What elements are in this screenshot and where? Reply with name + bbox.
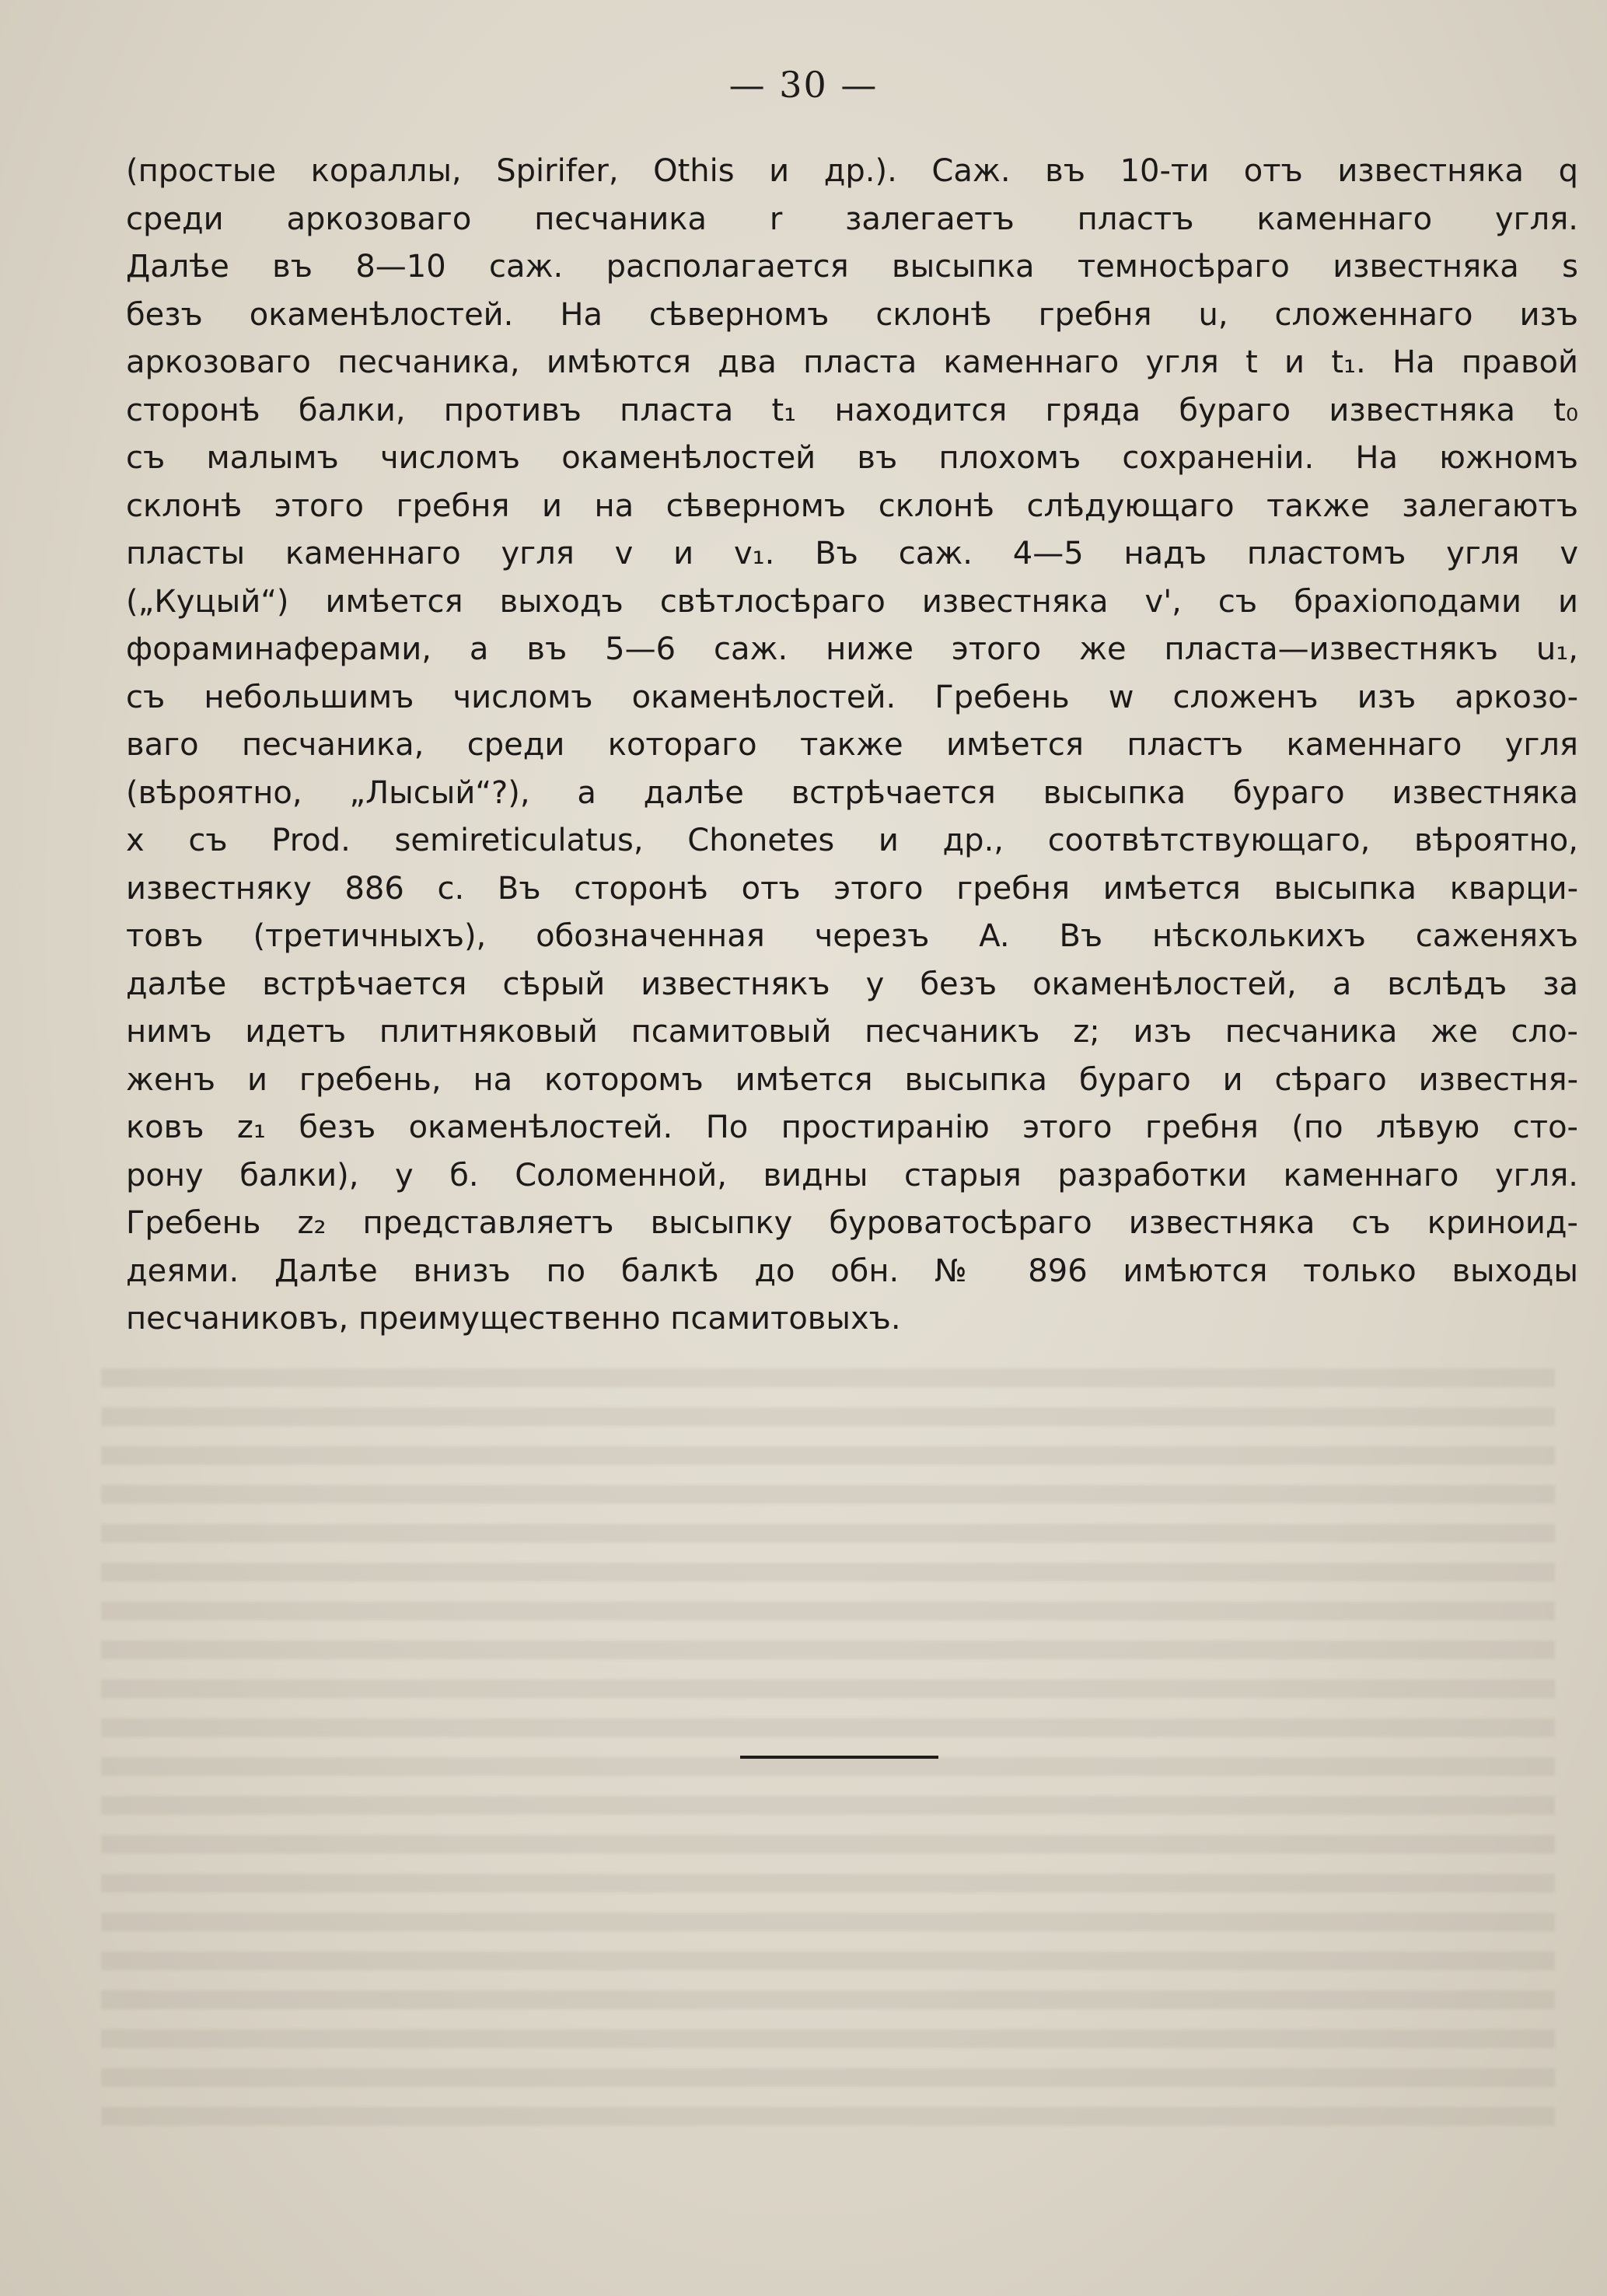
text-line: женъ и гребень, на которомъ имѣется высыпка бураго и сѣраго известня- (126, 1061, 1578, 1098)
text-line: склонѣ этого гребня и на сѣверномъ склонѣ слѣдующаго также залегаютъ (126, 488, 1578, 524)
text-line: аркозоваго песчаника, имѣются два пласта каменнаго угля t и t₁. На правой (126, 344, 1578, 380)
text-line: ваго песчаника, среди котораго также имѣется пластъ каменнаго угля (126, 727, 1578, 763)
text-line: съ небольшимъ числомъ окаменѣлостей. Гребень w сложенъ изъ аркозо- (126, 679, 1578, 715)
text-line: товъ (третичныхъ), обозначенная черезъ A. Въ нѣсколькихъ саженяхъ (126, 918, 1578, 954)
text-line: сторонѣ балки, противъ пласта t₁ находится гряда бураго известняка t₀ (126, 392, 1578, 428)
text-line: пласты каменнаго угля v и v₁. Въ саж. 4—5 надъ пластомъ угля v (126, 536, 1578, 571)
text-line: съ малымъ числомъ окаменѣлостей въ плохомъ сохраненіи. На южномъ (126, 440, 1578, 476)
text-line: нимъ идетъ плитняковый псамитовый песчаникъ z; изъ песчаника же сло- (126, 1014, 1578, 1050)
text-line: Гребень z₂ представляетъ высыпку буроватосѣраго известняка съ криноид- (126, 1205, 1578, 1241)
body-text (126, 148, 1578, 1344)
text-line: известняку 886 c. Въ сторонѣ отъ этого гребня имѣется высыпка кварци- (126, 870, 1578, 907)
page-number: — 30 — (728, 64, 879, 106)
text-line: („Куцый“) имѣется выходъ свѣтлосѣраго известняка v', съ брахіоподами и (126, 583, 1578, 620)
text-line: деями. Далѣе внизъ по балкѣ до обн. № 896 имѣются только выходы (126, 1253, 1578, 1289)
text-line: (вѣроятно, „Лысый“?), а далѣе встрѣчается высыпка бураго известняка (126, 774, 1578, 811)
text-line: среди аркозоваго песчаника r залегаетъ пластъ каменнаго угля. (126, 201, 1578, 237)
text-line: безъ окаменѣлостей. На сѣверномъ склонѣ гребня u, сложеннаго изъ (126, 296, 1578, 333)
text-line: (простые кораллы, Spirifer, Othis и др.). Саж. въ 10-ти отъ известняка q (126, 153, 1578, 189)
text-line: рону балки), у б. Соломенной, видны старыя разработки каменнаго угля. (126, 1157, 1578, 1193)
text-line: фораминаферами, а въ 5—6 саж. ниже этого же пласта—известнякъ u₁, (126, 631, 1578, 667)
text-line: x съ Prod. semireticulatus, Chonetes и др., соотвѣтствующаго, вѣроятно, (126, 823, 1578, 858)
text-line: песчаниковъ, преимущественно псамитовыхъ. (126, 1301, 901, 1337)
text-line: ковъ z₁ безъ окаменѣлостей. По простиранію этого гребня (по лѣвую сто- (126, 1110, 1578, 1145)
section-divider (740, 1756, 938, 1759)
text-line: далѣе встрѣчается сѣрый известнякъ y безъ окаменѣлостей, а вслѣдъ за (126, 966, 1578, 1002)
text-line: Далѣе въ 8—10 саж. располагается высыпка темносѣраго известняка s (126, 249, 1578, 285)
